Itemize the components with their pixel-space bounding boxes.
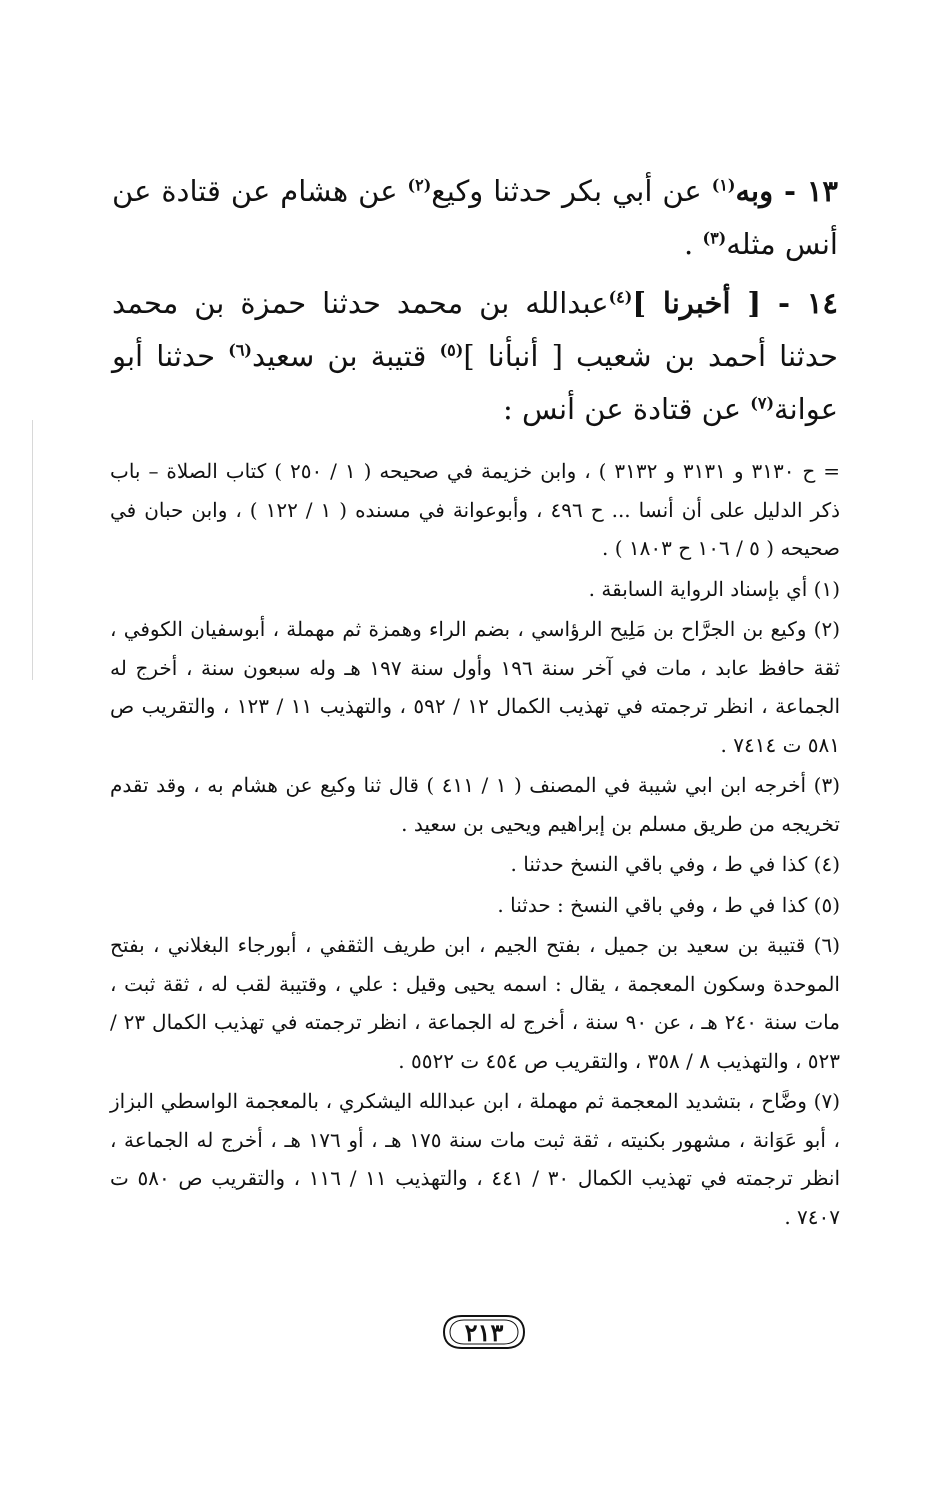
- footnote-ref-2: (٢): [407, 175, 432, 195]
- footnote-4: (٤) كذا في ط ، وفي باقي النسخ حدثنا .: [510, 852, 840, 876]
- hadith-text: عن قتادة عن أنس :: [503, 392, 751, 426]
- hadith-13: [112, 165, 838, 271]
- hadith-lead-word: [ أخبرنا ]: [632, 286, 762, 320]
- footnote-2: (٢) وكيع بن الجرَّاح بن مَلِيح الرؤاسي ، بضم الراء وهمزة ثم مهملة ، أبوسفيان الكوفي ، ثقة حافظ عابد ، مات في آخر سنة ١٩٦ وأول سنة ١٩٧ هـ وله سبعون سنة ، أخرج له الجماعة ، انظر ترجمته في تهذيب الكمال ١٢ / ٥٩٢ ، والتهذيب ١١ / ١٢٣ ، والتقريب ص ٥٨١ ت ٧٤١٤ .: [110, 617, 841, 757]
- hadith-text: .: [684, 227, 703, 261]
- hadith-number: ١٤ -: [777, 286, 838, 320]
- footnote-continuation: = ح ٣١٣٠ و ٣١٣١ و ٣١٣٢ ) ، وابن خزيمة في صحيحه ( ١ / ٢٥٠ ) كتاب الصلاة – باب ذكر الدليل على أن أنسا ... ح ٤٩٦ ، وأبوعوانة في مسنده ( ١ / ١٢٢ ) ، وابن حبان في صحيحه ( ٥ / ١٠٦ ح ١٨٠٣ ) .: [110, 459, 841, 560]
- hadith-text: عن هشام عن قتادة عن أنس مثله: [112, 174, 838, 261]
- footnote-7: (٧) وضَّاح ، بتشديد المعجمة ثم مهملة ، ابن عبدالله اليشكري ، بالمعجمة الواسطي البزاز ، أبو عَوَانة ، مشهور بكنيته ، ثقة ثبت مات سنة ١٧٥ هـ ، أو ١٧٦ هـ ، أخرج له الجماعة ، انظر ترجمته في تهذيب الكمال ٣٠ / ٤٤١ ، والتهذيب ١١ / ١١٦ ، والتقريب ص ٥٨٠ ت ٧٤٠٧ .: [110, 1089, 841, 1229]
- footnotes: [110, 452, 840, 1238]
- page-number-ornament: [440, 1310, 528, 1354]
- footnote-6: (٦) قتيبة بن سعيد بن جميل ، بفتح الجيم ، ابن طريف الثقفي ، أبورجاء البغلاني ، بفتح الموحدة وسكون المعجمة ، يقال : اسمه يحيى وقيل : علي ، وقتيبة لقب له ، ثقة ثبت ، مات سنة ٢٤٠ هـ ، عن ٩٠ سنة ، أخرج له الجماعة ، انظر ترجمته في تهذيب الكمال ٢٣ / ٥٢٣ ، والتهذيب ٨ / ٣٥٨ ، والتقريب ص ٤٥٤ ت ٥٥٢٢ .: [110, 933, 840, 1073]
- hadith-number: ١٣ -: [783, 174, 838, 208]
- footnote-ref-6: (٦): [228, 340, 252, 360]
- footnote-ref-7: (٧): [750, 393, 775, 413]
- footnote-3: (٣) أخرجه ابن ابي شيبة في المصنف ( ١ / ٤١١ ) قال ثنا وكيع عن هشام به ، وقد تقدم تخريجه من طريق مسلم بن إبراهيم ويحيى بن سعيد .: [110, 773, 840, 836]
- footnote-ref-3: (٣): [702, 228, 727, 248]
- footnote-ref-4: (٤): [608, 287, 633, 307]
- footnote-1: (١) أي بإسناد الرواية السابقة .: [588, 576, 840, 601]
- hadith-text: قتيبة بن سعيد: [252, 339, 440, 373]
- footnote-ref-5: (٥): [439, 340, 464, 360]
- margin-rule: [32, 420, 33, 680]
- hadith-text: حدثنا أبو عوانة: [112, 339, 838, 426]
- main-text: [112, 165, 838, 442]
- page-number: ٢١٣: [464, 1317, 504, 1347]
- hadith-text: عبدالله بن محمد حدثنا حمزة بن محمد حدثنا أحمد بن شعيب [ أنبأنا ]: [112, 286, 838, 373]
- footnote-5: (٥) كذا في ط ، وفي باقي النسخ : حدثنا .: [497, 892, 840, 917]
- footnote-ref-1: (١): [711, 175, 736, 195]
- hadith-lead-word: وبه: [735, 174, 774, 208]
- hadith-14: [112, 277, 838, 436]
- hadith-text: عن أبي بكر حدثنا وكيع: [431, 174, 712, 208]
